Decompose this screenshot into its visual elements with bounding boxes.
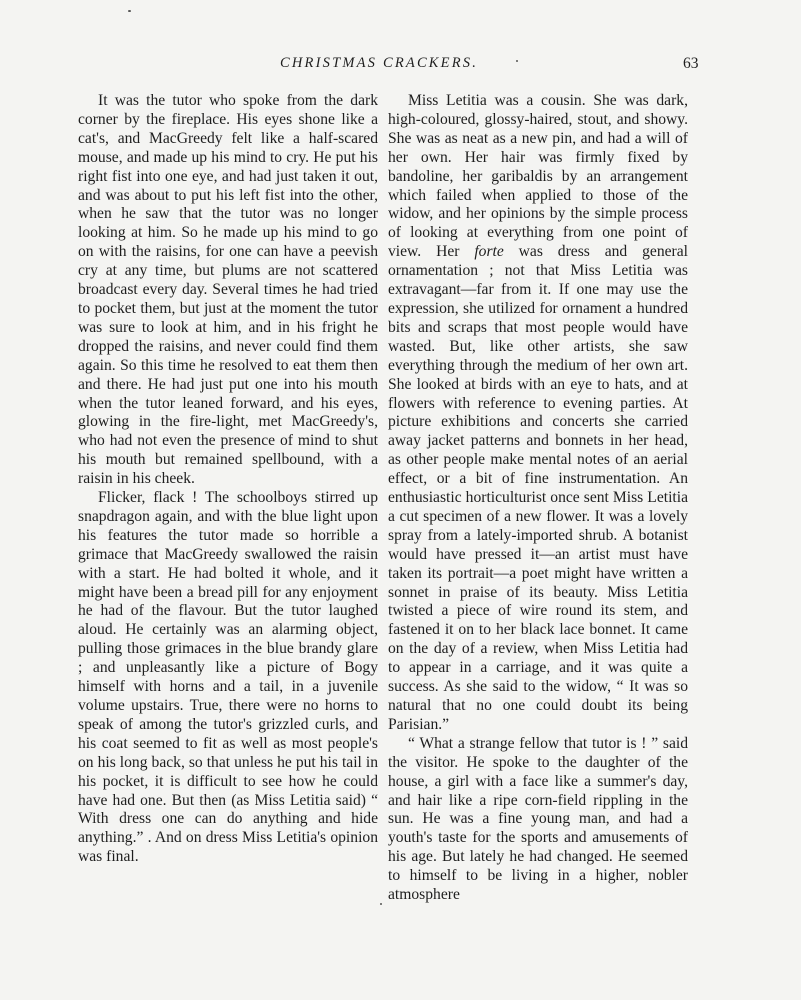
paragraph-strange-fellow: “ What a strange fellow that tutor is ! ” said the visitor. He spoke to the daughter of the house, a girl with a face like a summer's day, and hair like a ripe corn-field rippling in the sun. He was a fine young man, and had a youth's taste for the sports and amusements of his age. But lately he had changed. He seemed to himself to be living in a higher, nobler atmosphere — [388, 734, 688, 904]
running-head: CHRISTMAS CRACKERS. — [280, 55, 479, 71]
ink-speck — [516, 60, 518, 62]
ink-speck — [380, 903, 382, 905]
left-column — [78, 92, 378, 867]
italic-word: forte — [474, 243, 504, 261]
page-number: 63 — [683, 55, 699, 72]
paragraph-miss-letitia — [388, 92, 688, 735]
paragraph-tutor-raisins: It was the tutor who spoke from the dark corner by the fireplace. His eyes shone like a cat's, and MacGreedy felt like a half-scared mouse, and made up his mind to cry. He put his right fist into one eye, and had just taken it out, and was about to put his left fist into the other, when he saw that the tutor was no longer looking at him. So he made up his mind to go on with the raisins, for one can have a peevish cry at any time, but plums are not scattered broadcast every day. Several times he had tried to pocket them, but just at the moment the tutor was sure to look at him, and in his fright he dropped the raisins, and never could find them again. So this time he resolved to eat them then and there. He had just put one into his mouth when the tutor leaned forward, and his eyes, glowing in the fire-light, met MacGreedy's, who had not even the presence of mind to shut his mouth but remained spellbound, with a raisin in his cheek. — [78, 92, 378, 488]
paragraph-flicker-flack: Flicker, flack ! The schoolboys stirred up snapdragon again, and with the blue light upon his features the tutor made so horrible a grimace that MacGreedy swallowed the raisin with a start. He had bolted it whole, and it might have been a bread pill for any enjoyment he had of the flavour. But the tutor laughed aloud. He certainly was an alarming object, pulling those grimaces in the blue brandy glare ; and unpleasantly like a picture of Bogy himself with horns and a tail, in a juvenile volume upstairs. True, there were no horns to speak of among the tutor's grizzled curls, and his coat seemed to fit as well as most people's on his long back, so that unless he put his tail in his pocket, it is difficult to see how he could have had one. But then (as Miss Letitia said) “ With dress one can do anything and hide anything.” . And on dress Miss Letitia's opinion was final. — [78, 489, 378, 866]
page-header — [0, 55, 801, 79]
ink-speck — [128, 10, 131, 12]
right-column — [388, 92, 688, 905]
paragraph-text: Miss Letitia was a cousin. She was dark, high-coloured, glossy-haired, stout, and showy. She was as neat as a new pin, and had a will of her own. Her hair was firmly fixed by bandoline, her garibaldis by an arrangement which failed when applied to those of the widow, and her opinions by the simple process of looking at everything from one point of view. Her — [388, 92, 688, 261]
paragraph-text: was dress and general ornamentation ; not that Miss Letitia was extravagant—far from it. If one may use the expression, she utilized for ornament a hundred bits and scraps that most people would have wasted. But, like other artists, she saw everything through the medium of her own art. She looked at birds with an eye to hats, and at flowers with reference to evening parties. At picture exhibitions and concerts she carried away jacket patterns and bonnets in her head, as other people make mental notes of an aerial effect, or a bit of fine instrumentation. An enthusiastic horticulturist once sent Miss Letitia a cut specimen of a new flower. It was a lovely spray from a lately-imported shrub. A botanist would have pressed it—an artist must have taken its portrait—a poet might have written a sonnet in praise of its beauty. Miss Letitia twisted a piece of wire round its stem, and fastened it on to her black lace bonnet. It came on the day of a review, when Miss Letitia had to appear in a carriage, and it was quite a success. As she said to the widow, “ It was so natural that no one could doubt its being Parisian.” — [388, 243, 688, 733]
